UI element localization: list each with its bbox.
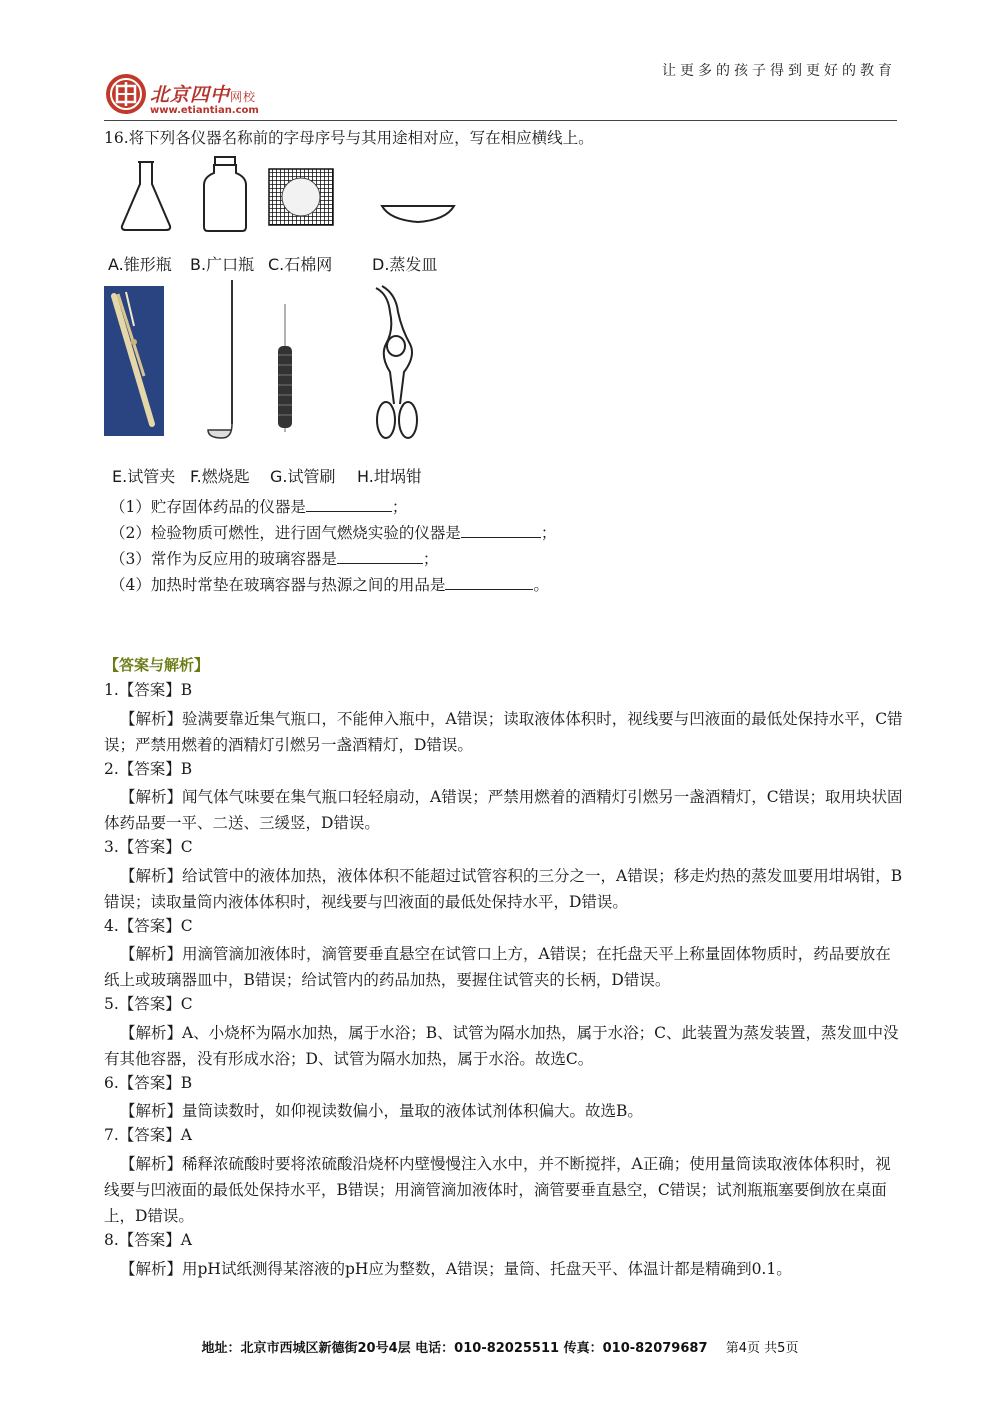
answers-heading: 【答案与解析】 [104,656,210,674]
explanation-7: 【解析】稀释浓硫酸时要将浓硫酸沿烧杯内壁慢慢注入水中，并不断搅拌，A正确；使用量筒读取液体体积时，视线要与凹液面的最低处保持水平，B错误；用滴管滴加液体时，滴管要垂直悬空，C错误；试剂瓶瓶塞要倒放在桌面上，D错误。 [104,1155,891,1225]
label-d: D.蒸发皿 [372,255,438,274]
test-tube-holder-image [104,286,164,440]
question-item-3: （3）常作为反应用的玻璃容器是 ； [110,550,439,568]
question-item-4: （4）加热时常垫在玻璃容器与热源之间的用品是 。 [110,576,549,594]
answer-blank-2[interactable] [461,523,541,538]
answer-4: 4.【答案】C [104,917,193,935]
explanation-4: 【解析】用滴管滴加液体时，滴管要垂直悬空在试管口上方，A错误；在托盘天平上称量固体物质时，药品要放在纸上或玻璃器皿中，B错误；给试管内的药品加热，要握住试管夹的长柄，D错误。 [104,945,891,989]
answer-6: 6.【答案】B [104,1074,193,1092]
label-c: C.石棉网 [268,255,333,274]
conical-flask-image [118,160,174,236]
footer-address: 地址：北京市西城区新德街20号4层 电话：010-82025511 传真：010-82079687 [201,1341,708,1356]
header-divider [104,120,897,121]
footer-page: 第4页 共5页 [725,1341,799,1356]
logo-sub: 网校 [230,90,257,104]
answer-8: 8.【答案】A [104,1231,192,1249]
logo-icon [104,72,148,120]
label-f: F.燃烧匙 [190,467,250,486]
label-g: G.试管刷 [270,467,336,486]
explanation-8: 【解析】用pH试纸测得某溶液的pH应为整数，A错误；量筒、托盘天平、体温计都是精确到0.1。 [120,1260,792,1278]
explanation-5: 【解析】A、小烧杯为隔水加热，属于水浴；B、试管为隔水加热，属于水浴；C、此装置为蒸发装置，蒸发皿中没有其他容器，没有形成水浴；D、试管为隔水加热，属于水浴。故选C。 [104,1024,899,1068]
explanation-2: 【解析】闻气体气味要在集气瓶口轻轻扇动，A错误；严禁用燃着的酒精灯引燃另一盏酒精灯，C错误；取用块状固体药品要一平、二送、三缓竖，D错误。 [104,788,903,832]
logo-text [150,80,259,116]
label-e: E.试管夹 [112,467,176,486]
logo-url: www.etiantian.com [150,105,259,116]
wide-mouth-bottle-image [200,155,250,237]
question-item-2: （2）检验物质可燃性，进行固气燃烧实验的仪器是 ； [110,524,557,542]
answer-3: 3.【答案】C [104,838,193,856]
logo-name: 北京四中 [150,84,231,106]
answer-blank-1[interactable] [306,497,392,512]
asbestos-gauze-image [268,168,334,230]
question-title: 16.将下列各仪器名称前的字母序号与其用途相对应，写在相应横线上。 [104,129,594,147]
evaporating-dish-image [380,198,456,230]
header-slogan: 让更多的孩子得到更好的教育 [662,63,896,79]
footer [0,1337,1000,1356]
explanation-3: 【解析】给试管中的液体加热，液体体积不能超过试管容积的三分之一，A错误；移走灼热的蒸发皿要用坩埚钳，B错误；读取量筒内液体体积时，视线要与凹液面的最低处保持水平，D错误。 [104,867,903,911]
answer-blank-4[interactable] [445,575,533,590]
question-item-1: （1）贮存固体药品的仪器是 ； [110,498,408,516]
answer-1: 1.【答案】B [104,681,193,699]
label-b: B.广口瓶 [190,255,255,274]
answer-7: 7.【答案】A [104,1126,192,1144]
explanation-6: 【解析】量筒读数时，如仰视读数偏小，量取的液体试剂体积偏大。故选B。 [120,1102,643,1120]
combustion-spoon-image [200,278,250,447]
test-tube-brush-image [270,300,300,440]
explanation-1: 【解析】验满要靠近集气瓶口，不能伸入瓶中，A错误；读取液体体积时，视线要与凹液面的最低处保持水平，C错误；严禁用燃着的酒精灯引燃另一盏酒精灯，D错误。 [104,710,903,754]
answer-blank-3[interactable] [337,549,423,564]
crucible-tongs-image [366,284,426,446]
answer-5: 5.【答案】C [104,995,193,1013]
answer-2: 2.【答案】B [104,760,193,778]
label-h: H.坩埚钳 [357,467,422,486]
label-a: A.锥形瓶 [108,255,172,274]
